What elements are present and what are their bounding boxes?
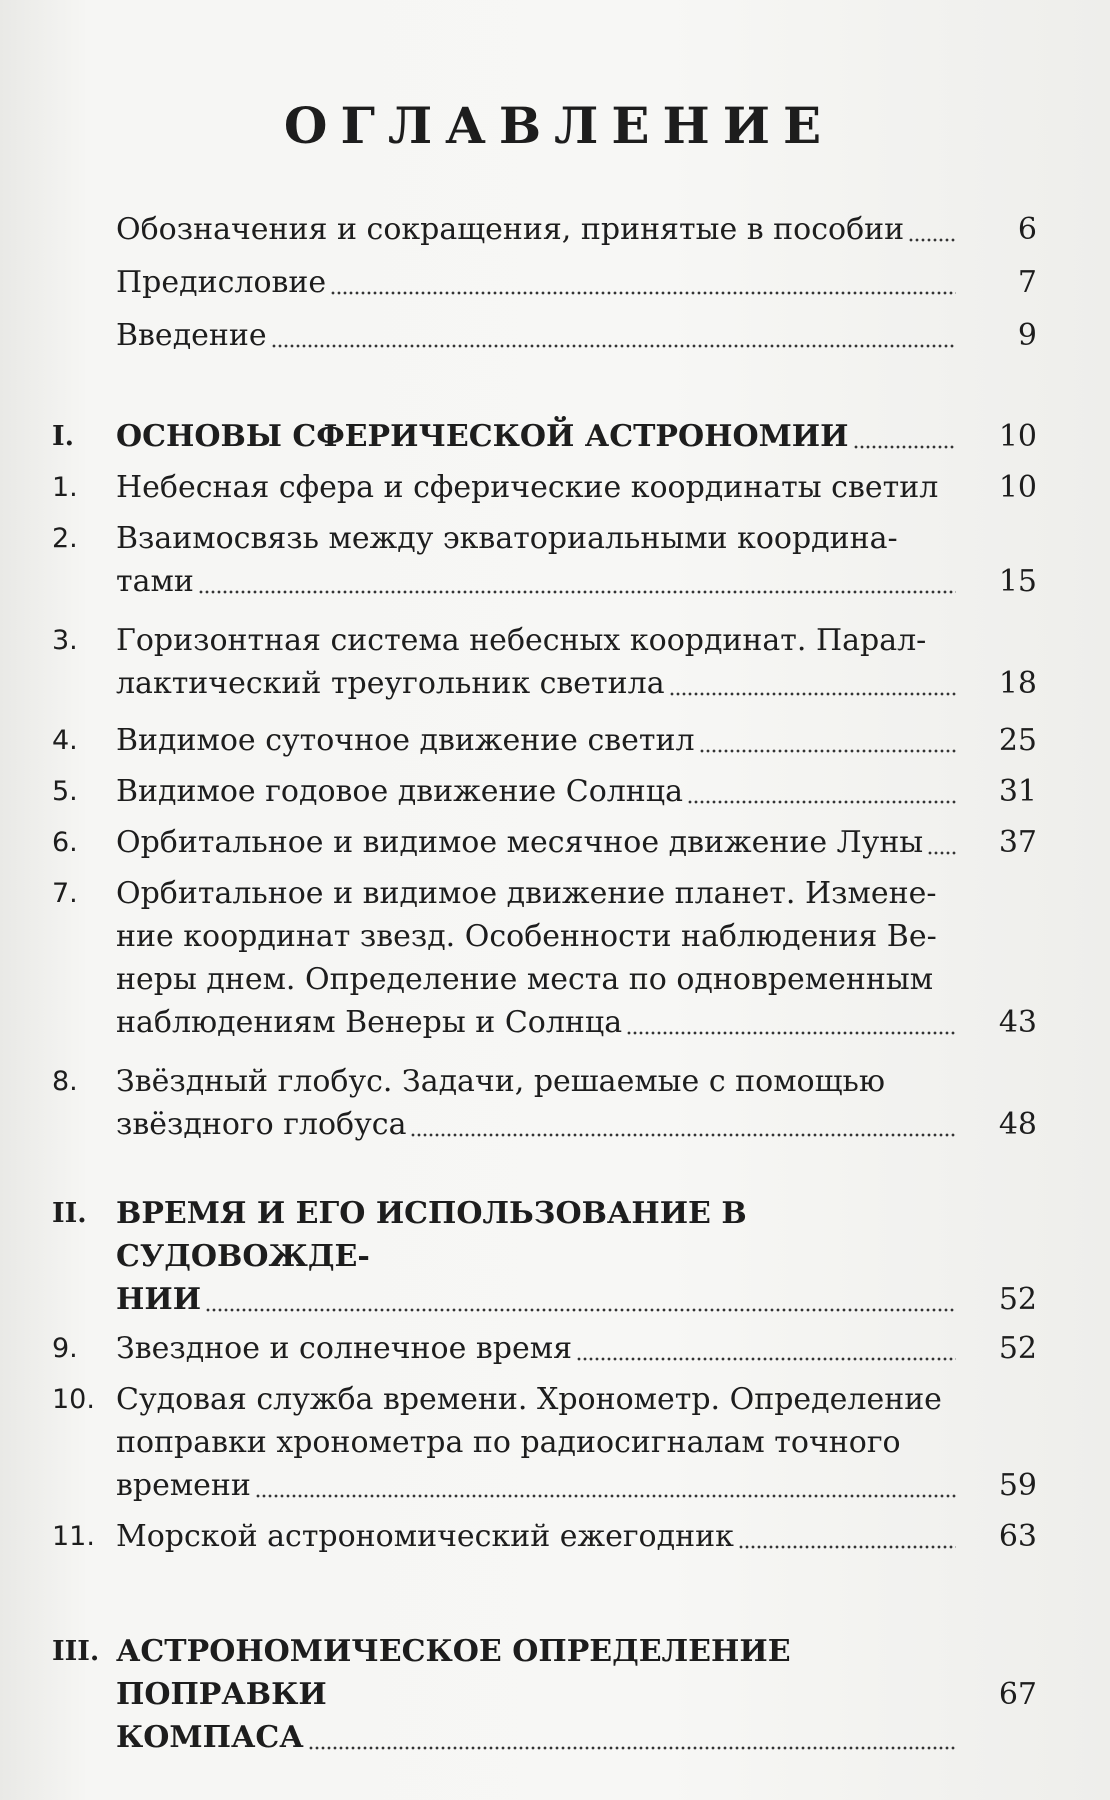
entry-number: 1.	[52, 472, 78, 503]
toc-entry-notation[interactable]	[52, 208, 1037, 251]
toc-entry-9[interactable]	[52, 1327, 1037, 1370]
entry-title-line: Горизонтная система небесных координат. Парал-	[116, 623, 927, 658]
dot-leader	[699, 727, 956, 753]
toc-entry-preface[interactable]	[52, 261, 1037, 304]
entry-title-line: Орбитальное и видимое движение планет. Измене-	[116, 876, 937, 911]
entry-title: Небесная сфера и сферические координаты светил	[116, 470, 939, 505]
entry-page: 67	[998, 1677, 1037, 1712]
page-title: ОГЛАВЛЕНИЕ	[283, 96, 835, 155]
entry-page: 25	[998, 723, 1037, 758]
entry-title-line: Взаимосвязь между экваториальными координа-	[116, 521, 898, 556]
entry-page: 18	[998, 666, 1037, 701]
toc-entry-7[interactable]	[52, 872, 1037, 1044]
entry-title: Морской астрономический ежегодник	[116, 1519, 734, 1554]
entry-page: 6	[1017, 212, 1037, 247]
entry-page: 59	[998, 1468, 1037, 1503]
dot-leader	[626, 1009, 956, 1035]
dot-leader	[308, 1724, 956, 1750]
entry-page: 31	[998, 774, 1037, 809]
entry-title: Предисловие	[116, 265, 327, 300]
entry-page: 48	[998, 1107, 1037, 1142]
toc-section-i[interactable]	[52, 415, 1037, 458]
toc-entry-8[interactable]	[52, 1060, 1037, 1146]
entry-number: 4.	[52, 725, 78, 756]
toc-section-iii[interactable]	[52, 1630, 1037, 1759]
entry-title: Видимое суточное движение светил	[116, 723, 695, 758]
entry-page: 43	[998, 1005, 1037, 1040]
entry-page: 10	[998, 470, 1037, 505]
entry-number: 9.	[52, 1333, 78, 1364]
entry-page: 52	[998, 1331, 1037, 1366]
dot-leader	[271, 322, 956, 348]
entry-title-line: Звёздный глобус. Задачи, решаемые с помощью	[116, 1064, 885, 1099]
entry-page: 15	[998, 564, 1037, 599]
entry-title-line: звёздного глобуса	[116, 1107, 407, 1142]
entry-number: 8.	[52, 1066, 78, 1097]
entry-title-line: неры днем. Определение места по одновременным	[116, 962, 934, 997]
dot-leader	[669, 670, 956, 696]
toc-entry-10[interactable]	[52, 1378, 1037, 1507]
toc-entry-11[interactable]	[52, 1515, 1037, 1558]
entry-page: 7	[1017, 265, 1037, 300]
section-title-line: КОМПАСА	[116, 1720, 304, 1755]
entry-title-line: Судовая служба времени. Хронометр. Определение	[116, 1382, 942, 1417]
toc-entry-1[interactable]	[52, 466, 1037, 509]
entry-number: 7.	[52, 878, 78, 909]
entry-number: 5.	[52, 776, 78, 807]
toc-entry-2[interactable]	[52, 517, 1037, 603]
table-of-contents	[52, 208, 1037, 1759]
entry-page: 63	[998, 1519, 1037, 1554]
dot-leader	[738, 1523, 956, 1549]
entry-number: 2.	[52, 523, 78, 554]
section-title-line: НИИ	[116, 1282, 202, 1317]
dot-leader	[908, 216, 956, 242]
dot-leader	[330, 269, 956, 295]
section-number: II.	[52, 1198, 87, 1229]
toc-section-ii[interactable]	[52, 1192, 1037, 1321]
dot-leader	[927, 829, 956, 855]
dot-leader	[198, 568, 956, 594]
entry-page: 10	[998, 419, 1037, 454]
dot-leader	[687, 778, 956, 804]
entry-title-line: наблюдениям Венеры и Солнца	[116, 1005, 623, 1040]
section-number: III.	[52, 1636, 100, 1667]
entry-title: Введение	[116, 318, 267, 353]
entry-title: Звездное и солнечное время	[116, 1331, 573, 1366]
dot-leader	[255, 1472, 956, 1498]
entry-title-line: времени	[116, 1468, 251, 1503]
section-title-line: ВРЕМЯ И ЕГО ИСПОЛЬЗОВАНИЕ В СУДОВОЖДЕ-	[116, 1196, 747, 1274]
entry-page: 37	[998, 825, 1037, 860]
toc-entry-6[interactable]	[52, 821, 1037, 864]
entry-number: 3.	[52, 625, 78, 656]
entry-title-line: ние координат звезд. Особенности наблюдения Ве-	[116, 919, 937, 954]
dot-leader	[205, 1286, 956, 1312]
entry-page: 52	[998, 1282, 1037, 1317]
entry-number: 10.	[52, 1384, 95, 1415]
section-number: I.	[52, 421, 75, 452]
entry-title: Обозначения и сокращения, принятые в пособии	[116, 212, 905, 247]
section-title: ОСНОВЫ СФЕРИЧЕСКОЙ АСТРОНОМИИ	[116, 419, 849, 454]
entry-title-line: тами	[116, 564, 194, 599]
toc-entry-3[interactable]	[52, 619, 1037, 705]
entry-page: 9	[1017, 318, 1037, 353]
dot-leader	[853, 423, 957, 449]
dot-leader	[576, 1335, 956, 1361]
toc-entry-5[interactable]	[52, 770, 1037, 813]
section-title-line: АСТРОНОМИЧЕСКОЕ ОПРЕДЕЛЕНИЕ ПОПРАВКИ	[116, 1634, 791, 1712]
entry-title: Видимое годовое движение Солнца	[116, 774, 683, 809]
entry-number: 6.	[52, 827, 78, 858]
entry-title-line: поправки хронометра по радиосигналам точного	[116, 1425, 901, 1460]
entry-title: Орбитальное и видимое месячное движение Луны	[116, 825, 924, 860]
toc-entry-introduction[interactable]	[52, 314, 1037, 357]
dot-leader	[410, 1111, 956, 1137]
entry-number: 11.	[52, 1521, 95, 1552]
entry-title-line: лактический треугольник светила	[116, 666, 665, 701]
toc-entry-4[interactable]	[52, 719, 1037, 762]
